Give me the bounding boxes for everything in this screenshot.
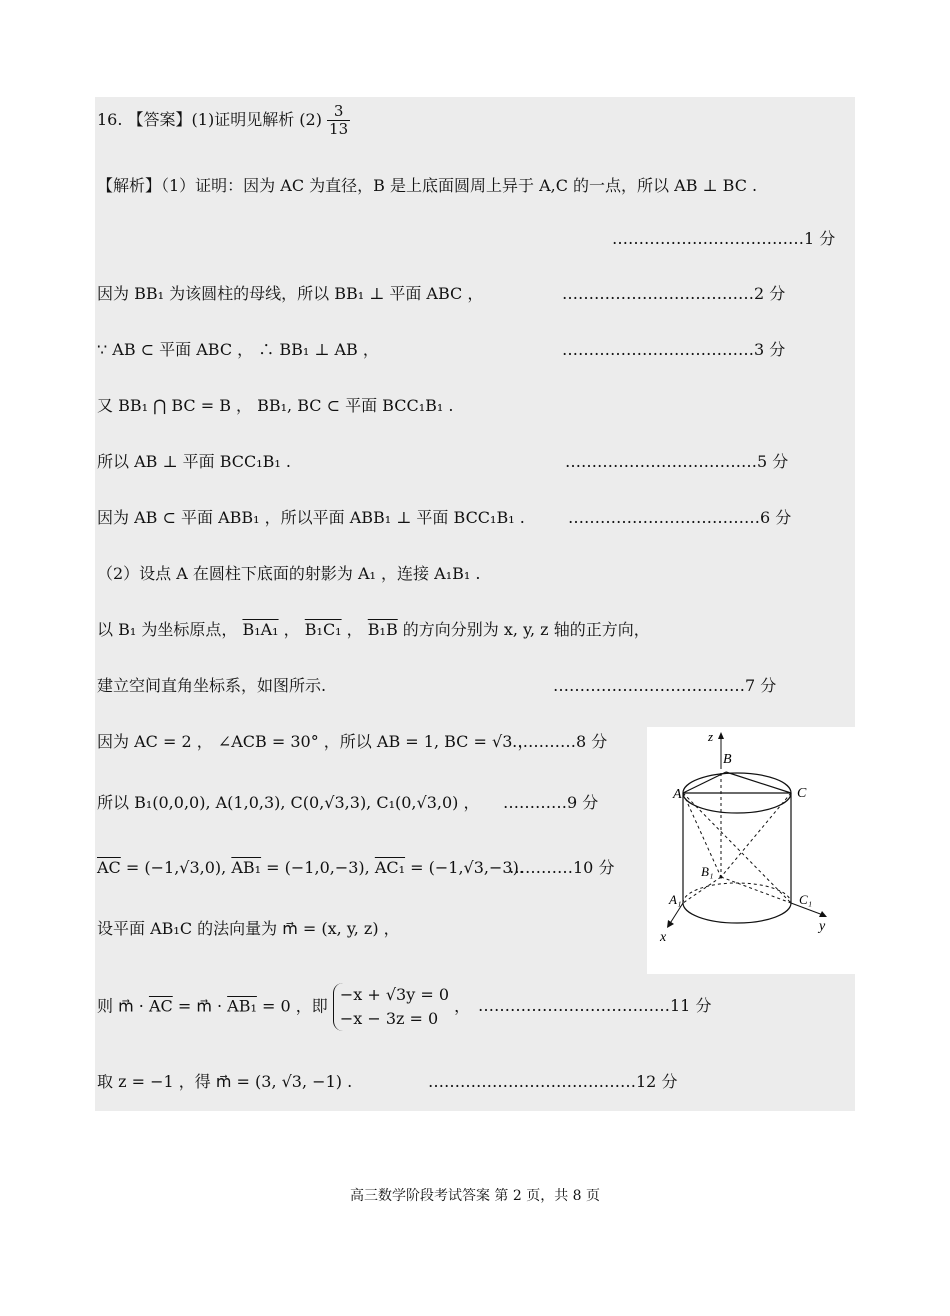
label-a: A (673, 787, 682, 802)
score-8: …………8 分 (512, 732, 608, 751)
line-12-text-c: = (−1,√3,−3). (405, 858, 524, 877)
cylinder-diagram (647, 727, 855, 974)
answer-fraction (327, 103, 350, 138)
line-14-text-d: ， (449, 996, 471, 1016)
solution-line-9: 建立空间直角坐标系，如图所示. (97, 676, 327, 695)
vector-ab1: AB₁ (231, 858, 262, 877)
score-2: ………………………………2 分 (562, 284, 786, 303)
segment-b1a1 (683, 877, 721, 903)
point-b1 (720, 876, 723, 879)
cylinder-figure (647, 727, 855, 974)
segment-b1c1 (721, 877, 791, 903)
line-12-text-b: = (−1,0,−3), (261, 858, 375, 877)
label-b1: B₁ (701, 864, 714, 879)
bottom-ellipse-back (683, 883, 791, 903)
solution-line-6: 因为 AB ⊂ 平面 ABB₁ ，所以平面 ABB₁ ⊥ 平面 BCC₁B₁ . (97, 508, 525, 527)
fraction-denominator: 13 (329, 120, 349, 138)
label-a1: A₁ (669, 892, 682, 907)
score-7: ………………………………7 分 (553, 676, 777, 695)
solution-line-1: 【解析】（1）证明：因为 AC 为直径，B 是上底面圆周上异于 A,C 的一点，所以 AB ⊥ BC . (97, 176, 758, 195)
equation-1: −x + √3y = 0 (339, 985, 450, 1004)
solution-line-5: 所以 AB ⊥ 平面 BCC₁B₁ . (97, 452, 292, 471)
solution-line-15: 取 z = −1 ，得 m⃗ = (3, √3, −1) . (97, 1072, 353, 1091)
score-1: ………………………………1 分 (612, 229, 836, 248)
answer-summary: 16. 【答案】(1)证明见解析 (2) (97, 110, 322, 129)
solution-line-7: （2）设点 A 在圆柱下底面的射影为 A₁ ，连接 A₁B₁ . (97, 564, 481, 583)
label-c1: C₁ (799, 892, 813, 907)
segment-ab (683, 772, 726, 793)
solution-line-14 (97, 983, 470, 1031)
line-8-text-a: 以 B₁ 为坐标原点， (97, 620, 243, 639)
equation-2: −x − 3z = 0 (339, 1009, 439, 1028)
vector-ac1: AC₁ (374, 858, 406, 877)
line-14-text-c: = 0 ，即 (256, 996, 328, 1016)
vector-b1a1: B₁A₁ (242, 620, 279, 639)
line-8-text-c: ， (341, 620, 368, 639)
segment-cb1 (721, 793, 791, 877)
solution-line-4: 又 BB₁ ⋂ BC = B ， BB₁, BC ⊂ 平面 BCC₁B₁ . (97, 396, 454, 415)
vector-ac-2: $\overline{AC}$ (148, 996, 173, 1016)
score-6: ………………………………6 分 (568, 508, 792, 527)
solution-line-13: 设平面 AB₁C 的法向量为 m⃗ = (x, y, z) ， (97, 919, 400, 938)
fraction-numerator: 3 (327, 103, 350, 121)
label-y: y (819, 919, 826, 934)
score-3: ………………………………3 分 (562, 340, 786, 359)
equation-system (333, 983, 449, 1031)
score-5: ………………………………5 分 (565, 452, 789, 471)
z-arrow-icon (718, 732, 724, 739)
line-12-text-a: = (−1,√3,0), (120, 858, 232, 877)
line-14-text-a: 则 m⃗ · (97, 996, 149, 1016)
x-arrow-icon (667, 920, 674, 928)
vector-ac: $\overline{AC}$ (97, 858, 121, 877)
answer-header (97, 103, 350, 138)
score-9: …………9 分 (503, 793, 599, 812)
solution-line-10: 因为 AC = 2 ， ∠ACB = 30° ，所以 AB = 1, BC = √3 ， (97, 732, 534, 751)
solution-line-11: 所以 B₁(0,0,0), A(1,0,3), C(0,√3,3), C₁(0,√3,0) ， (97, 793, 480, 812)
segment-ac1 (683, 793, 791, 903)
score-12: …………………………………12 分 (428, 1072, 678, 1091)
solution-line-8 (97, 618, 650, 642)
line-14-text-b: = m⃗ · (172, 996, 228, 1016)
bottom-ellipse-front (683, 903, 791, 923)
vector-b1c1: B₁C₁ (304, 620, 342, 639)
page-footer: 高三数学阶段考试答案 第 2 页，共 8 页 (349, 1188, 601, 1204)
vector-b1b: B₁B (367, 620, 398, 639)
solution-line-12 (97, 856, 524, 880)
line-8-text-d: 的方向分别为 x, y, z 轴的正方向， (397, 620, 650, 639)
line-8-text-b: ， (278, 620, 305, 639)
label-c: C (797, 786, 807, 801)
solution-line-3: ∵ AB ⊂ 平面 ABC ， ∴ BB₁ ⊥ AB ， (97, 340, 379, 359)
solution-line-2: 因为 BB₁ 为该圆柱的母线，所以 BB₁ ⊥ 平面 ABC ， (97, 284, 484, 303)
vector-ab1-2: AB₁ (227, 996, 257, 1016)
label-x: x (660, 930, 667, 945)
label-z: z (708, 729, 714, 744)
score-10: …………10 分 (509, 858, 615, 877)
score-11: ………………………………11 分 (478, 996, 712, 1015)
label-b: B (723, 752, 732, 767)
